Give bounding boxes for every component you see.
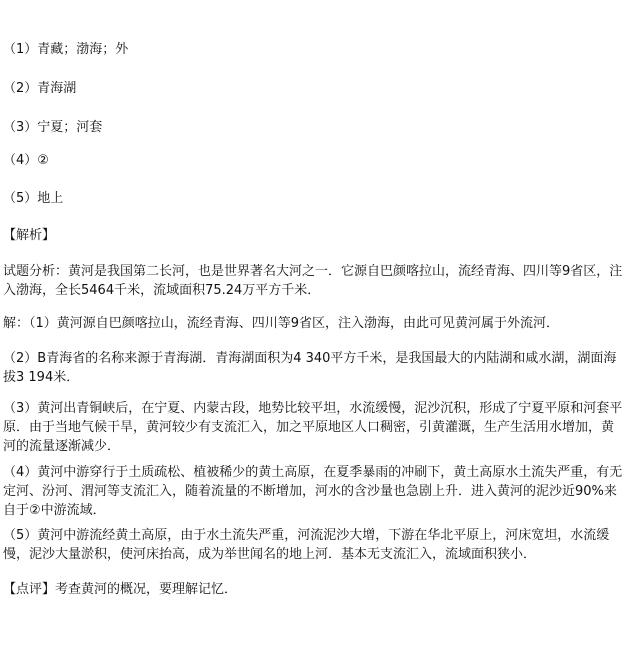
solution-1: 解：（1）黄河源自巴颜喀拉山，流经青海、四川等9省区，注入渤海，由此可见黄河属于外流河． (3, 316, 560, 331)
analysis-heading: 【解析】 (3, 228, 56, 243)
answer-5: （5）地上 (3, 191, 64, 206)
solution-5: （5）黄河中游流经黄土高原，由于水土流失严重，河流泥沙大增，下游在华北平原上，河床宽坦，水流缓慢，泥沙大量淤积，使河床抬高，成为举世闻名的地上河．基本无支流汇入，流域面积狭小． (3, 528, 610, 562)
solution-2: （2）B青海省的名称来源于青海湖．青海湖面积为4 340平方千米，是我国最大的内陆湖和咸水湖，湖面海拔3 194米． (3, 351, 617, 385)
analysis-intro: 试题分析：黄河是我国第二长河，也是世界著名大河之一．它源自巴颜喀拉山，流经青海、四川等9省区，注入渤海，全长5464千米，流域面积75.24万平方千米． (3, 264, 623, 298)
solution-3: （3）黄河出青铜峡后，在宁夏、内蒙古段，地势比较平坦，水流缓慢，泥沙沉积，形成了宁夏平原和河套平原．由于当地气候干旱，黄河较少有支流汇入，加之平原地区人口稠密，引黄灌溉，生产生活用水增加，黄河的流量逐渐减少． (3, 401, 623, 454)
solution-4: （4）黄河中游穿行于土质疏松、植被稀少的黄土高原，在夏季暴雨的冲刷下，黄土高原水土流失严重，有无定河、汾河、渭河等支流汇入，随着流量的不断增加，河水的含沙量也急剧上升．进入黄河的泥沙近90%来自于②中游流域． (3, 465, 623, 518)
answer-3: （3）宁夏；河套 (3, 120, 103, 135)
answer-1: （1）青藏；渤海；外 (3, 42, 129, 57)
answer-2: （2）青海湖 (3, 81, 77, 96)
answer-4: （4）② (3, 153, 49, 168)
comment: 【点评】考查黄河的概况，要理解记忆． (3, 582, 238, 597)
